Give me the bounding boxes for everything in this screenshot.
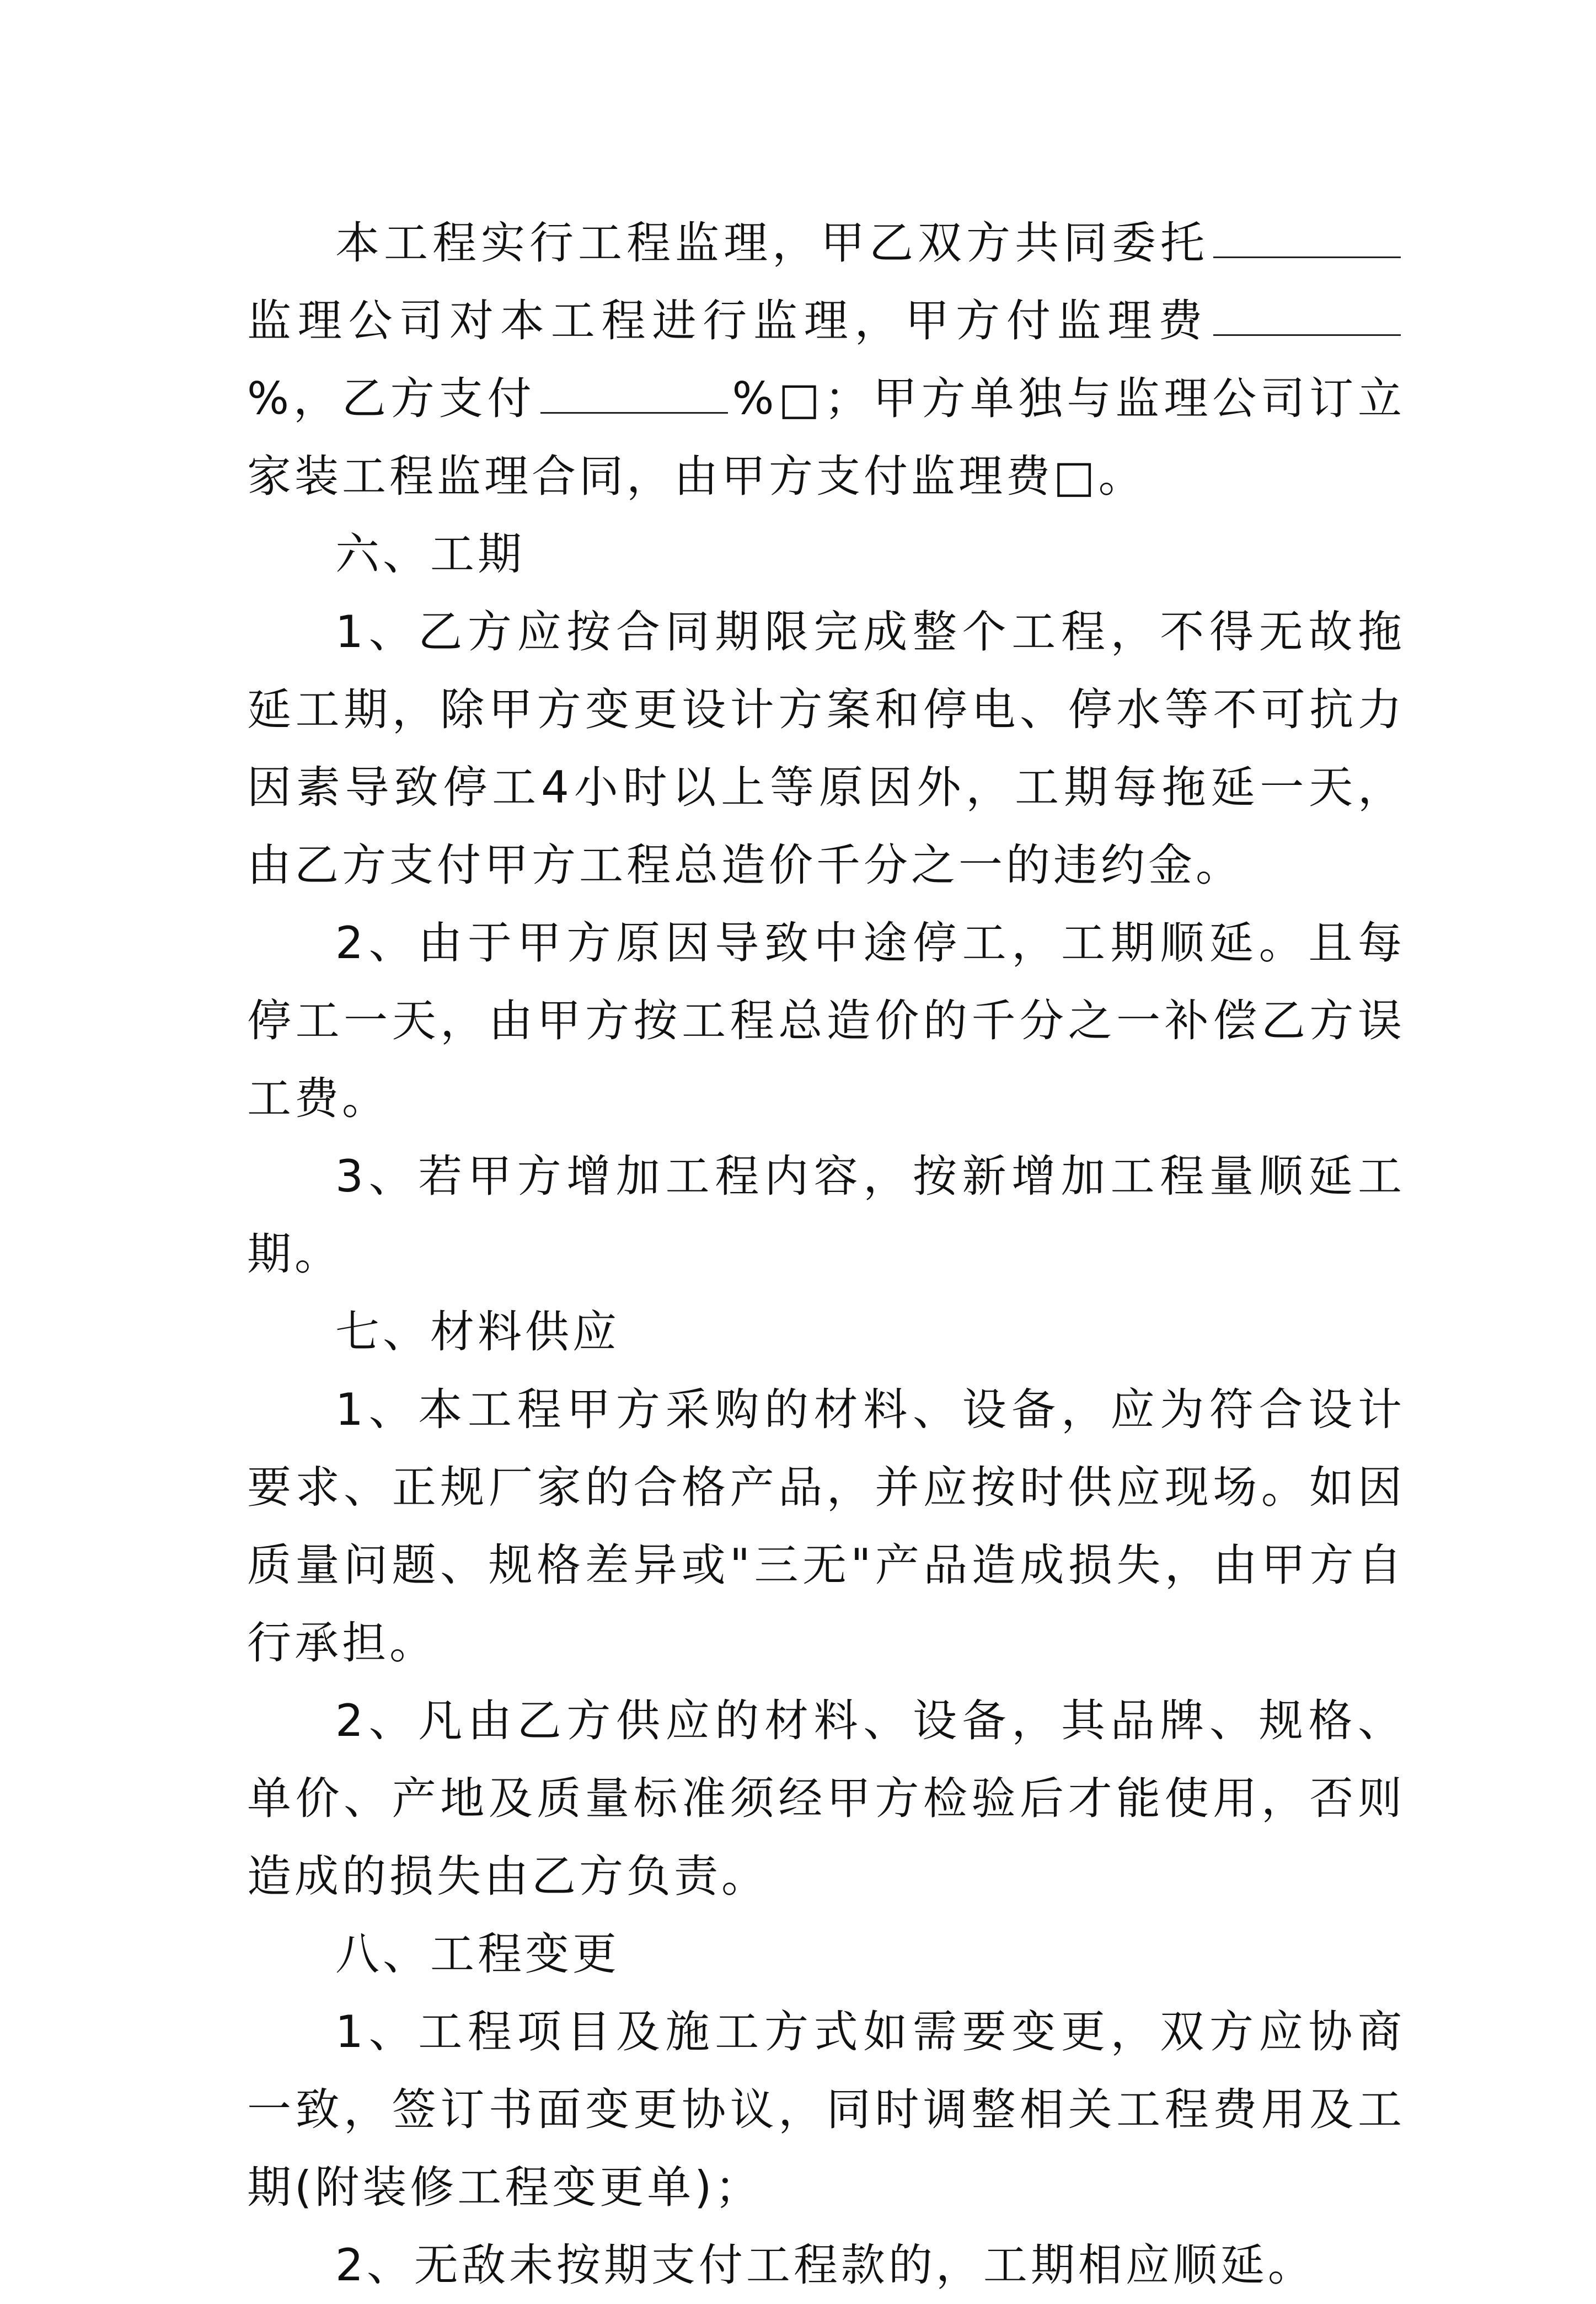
changes-clause-2: 2、无敌未按期支付工程款的，工期相应顺延。 xyxy=(335,2239,1315,2291)
supervision-paragraph xyxy=(247,204,1405,515)
supervision-text-b: 监理公司对本工程进行监理，甲方付监理费 xyxy=(247,295,1209,346)
supervision-text-d: %□；甲方单独与监理公司订立家装工程监理合同，由甲方支付监理费□。 xyxy=(247,373,1406,502)
supervision-text-c: %，乙方支付 xyxy=(247,373,536,424)
party-b-fee-percent-blank[interactable] xyxy=(540,368,728,414)
changes-clause-1: 1、工程项目及施工方式如需要变更，双方应协商一致，签订书面变更协议，同时调整相关工程费用及工期(附装修工程变更单)； xyxy=(247,2006,1405,2213)
schedule-clause-2: 2、由于甲方原因导致中途停工，工期顺延。且每停工一天，由甲方按工程总造价的千分之一补偿乙方误工费。 xyxy=(247,917,1405,1124)
schedule-clause-3: 3、若甲方增加工程内容，按新增加工程量顺延工期。 xyxy=(247,1151,1405,1280)
supervision-text-a: 本工程实行工程监理，甲乙双方共同委托 xyxy=(335,217,1209,269)
section-heading-schedule: 六、工期 xyxy=(335,528,525,580)
section-heading-changes: 八、工程变更 xyxy=(335,1928,620,1980)
section-heading-materials: 七、材料供应 xyxy=(335,1306,620,1357)
party-a-fee-percent-blank[interactable] xyxy=(1213,290,1401,336)
materials-clause-2: 2、凡由乙方供应的材料、设备，其品牌、规格、单价、产地及质量标准须经甲方检验后才能使用，否则造成的损失由乙方负责。 xyxy=(247,1695,1405,1902)
schedule-clause-1: 1、乙方应按合同期限完成整个工程，不得无故拖延工期，除甲方变更设计方案和停电、停水等不可抗力因素导致停工4小时以上等原因外，工期每拖延一天，由乙方支付甲方工程总造价千分之一的违约金。 xyxy=(247,606,1405,891)
supervision-company-blank[interactable] xyxy=(1213,212,1401,258)
materials-clause-1: 1、本工程甲方采购的材料、设备，应为符合设计要求、正规厂家的合格产品，并应按时供应现场。如因质量问题、规格差异或"三无"产品造成损失，由甲方自行承担。 xyxy=(247,1384,1405,1669)
document-body xyxy=(247,204,1405,2304)
